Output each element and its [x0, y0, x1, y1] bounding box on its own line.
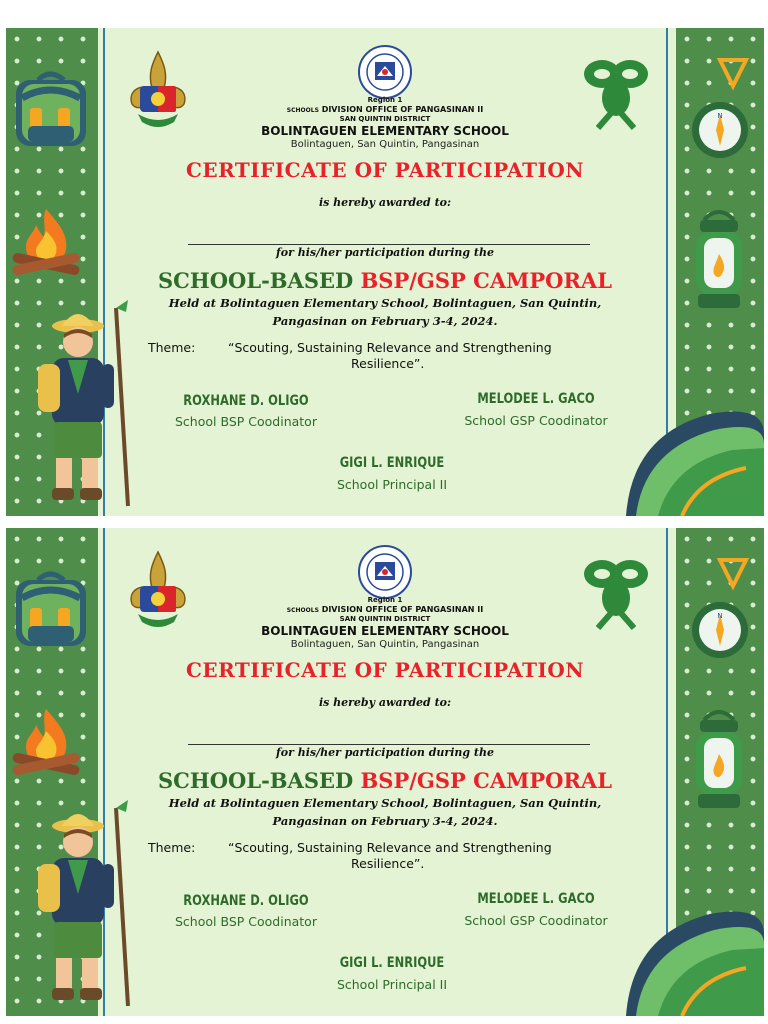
signatory-principal-name: GIGI L. ENRIQUE	[339, 955, 445, 971]
awarded-text: is hereby awarded to:	[318, 196, 452, 209]
division-office-label	[6, 105, 764, 114]
event-title-part1: SCHOOL-BASED	[158, 768, 361, 793]
school-address: Bolintaguen, San Quintin, Pangasinan	[290, 139, 480, 150]
participation-text: for his/her participation during the	[276, 246, 494, 259]
signatory-bsp-name: ROXHANE D. OLIGO	[183, 893, 309, 909]
recipient-name-line	[188, 744, 590, 745]
division-name: DIVISION OFFICE OF PANGASINAN II	[321, 605, 484, 614]
theme-line2: Resilience”.	[351, 356, 425, 371]
certificate-bottom	[6, 528, 764, 1016]
venue-date-line2: Pangasinan on February 3-4, 2024.	[272, 314, 498, 328]
signatory-gsp-name: MELODEE L. GACO	[477, 391, 595, 407]
division-prefix: SCHOOLS	[286, 107, 319, 114]
svg-text:N: N	[717, 612, 723, 620]
school-name: BOLINTAGUEN ELEMENTARY SCHOOL	[261, 624, 509, 638]
theme-line1: “Scouting, Sustaining Relevance and Strengthening	[228, 840, 552, 855]
signatory-bsp-name: ROXHANE D. OLIGO	[183, 393, 309, 409]
venue-date-line1: Held at Bolintaguen Elementary School, Bolintaguen, San Quintin,	[168, 296, 602, 310]
theme-label: Theme:	[148, 840, 196, 855]
region-label: Region 1	[367, 96, 403, 104]
theme-line1: “Scouting, Sustaining Relevance and Strengthening	[228, 340, 552, 355]
event-title	[6, 268, 764, 293]
certificate-top	[6, 28, 764, 516]
event-title	[6, 768, 764, 793]
signatory-principal-role: School Principal II	[336, 977, 448, 992]
district-label: SAN QUINTIN DISTRICT	[339, 115, 431, 123]
district-label: SAN QUINTIN DISTRICT	[339, 615, 431, 623]
event-title-part2: BSP/GSP CAMPORAL	[360, 268, 612, 293]
venue-date-line2: Pangasinan on February 3-4, 2024.	[272, 814, 498, 828]
signatory-gsp-role: School GSP Coodinator	[464, 413, 608, 428]
event-title-part2: BSP/GSP CAMPORAL	[360, 768, 612, 793]
deped-seal-icon	[355, 544, 415, 602]
theme-line2: Resilience”.	[351, 856, 425, 871]
event-title-part1: SCHOOL-BASED	[158, 268, 361, 293]
tent-icon	[622, 904, 764, 1016]
region-label: Region 1	[367, 596, 403, 604]
school-address: Bolintaguen, San Quintin, Pangasinan	[290, 639, 480, 650]
signatory-gsp-role: School GSP Coodinator	[464, 913, 608, 928]
recipient-name-line	[188, 244, 590, 245]
tent-icon	[622, 404, 764, 516]
deped-seal-icon	[355, 44, 415, 102]
svg-text:N: N	[717, 112, 723, 120]
division-prefix: SCHOOLS	[286, 607, 319, 614]
signatory-principal-role: School Principal II	[336, 477, 448, 492]
signatory-bsp-role: School BSP Coodinator	[175, 414, 317, 429]
school-name: BOLINTAGUEN ELEMENTARY SCHOOL	[261, 124, 509, 138]
signatory-gsp-name: MELODEE L. GACO	[477, 891, 595, 907]
venue-date-line1: Held at Bolintaguen Elementary School, Bolintaguen, San Quintin,	[168, 796, 602, 810]
certificate-title: CERTIFICATE OF PARTICIPATION	[185, 658, 585, 682]
signatory-principal-name: GIGI L. ENRIQUE	[339, 455, 445, 471]
signatory-bsp-role: School BSP Coodinator	[175, 914, 317, 929]
theme-label: Theme:	[148, 340, 196, 355]
participation-text: for his/her participation during the	[276, 746, 494, 759]
division-name: DIVISION OFFICE OF PANGASINAN II	[321, 105, 484, 114]
certificate-title: CERTIFICATE OF PARTICIPATION	[185, 158, 585, 182]
awarded-text: is hereby awarded to:	[318, 696, 452, 709]
division-office-label	[6, 605, 764, 614]
